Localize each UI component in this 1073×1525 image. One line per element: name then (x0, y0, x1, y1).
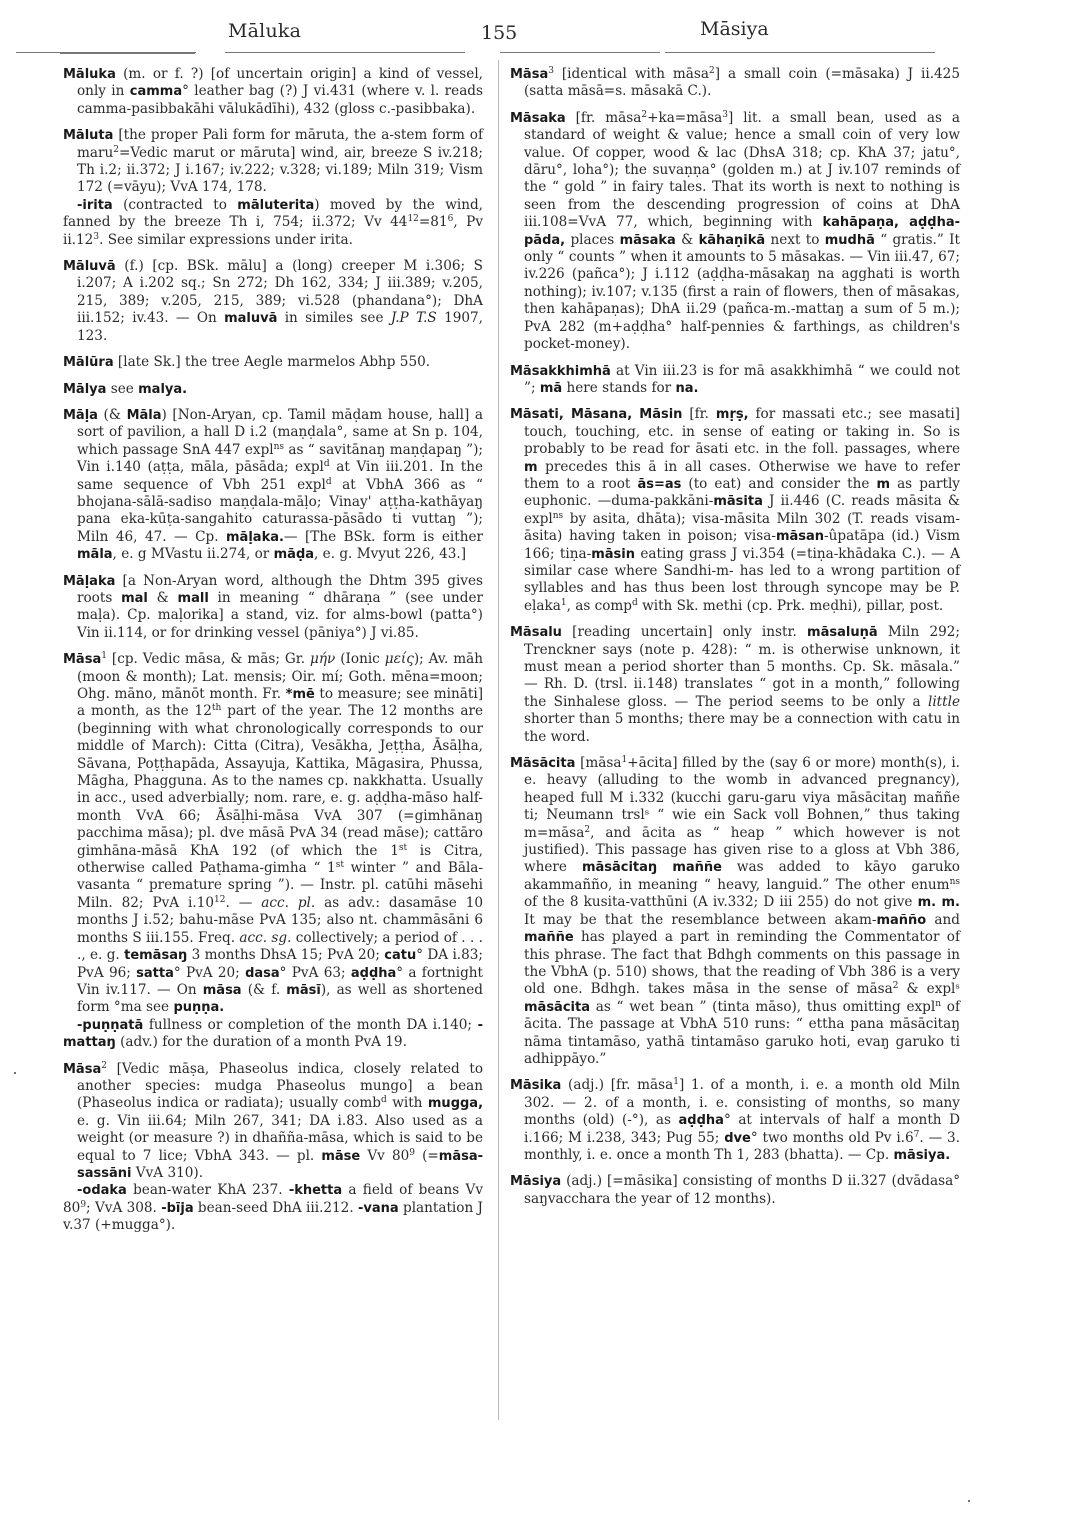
bold-term: mṛṣ, (715, 407, 749, 423)
entry-text: =Vedic marut or māruta] wind, air, breeze S iv.218; Th i.2; ii.372; J i.167; iv.222; v.328; vi.189; Miln 319; Vism 172 (=vāyu); VvA 174, 178. (77, 144, 483, 196)
superscript: st (335, 860, 344, 871)
superscript: 2 (584, 824, 591, 835)
superscript: th (211, 703, 222, 714)
bold-term: -puṇṇatā (77, 1017, 144, 1033)
superscript: ns (552, 510, 564, 521)
entry-text: ° two months old Pv i.6 (750, 1129, 914, 1146)
entry-text: [late Sk.] the tree Aegle marmelos Abhp 550. (113, 354, 431, 371)
bold-term: aḍḍha (350, 965, 397, 981)
entry-text: “ gratis.” It only “ counts ” when it amounts to 5 māsakas. — Vin iii.47, 67; iv.226 (pañca°); J i.112 (aḍḍha-māsakaŋ na agghati is worth nothing); iv.107; v.135 (first a rain of flowers, then of māsakas, then kahāpaṇas); DhA ii.29 (pañca-m.-mattaŋ a sum of 5 m.); PvA 282 (m+aḍḍha° half-pennies & farthings, as children's pocket-money). (524, 231, 960, 353)
entry-text: at Vin iii.23 is for mā asakkhimhā “ we could not ”; (524, 362, 960, 396)
bold-term: mall (177, 590, 209, 606)
running-head-right: Māsiya (700, 18, 769, 40)
entry-text: -ûpatāpa (id.) Vism 166; tiṇa- (524, 528, 960, 562)
entry-text: 1907, 123. (77, 310, 483, 344)
entry-text: here stands for (562, 379, 676, 396)
entry-text: 3 months DhsA 15; PvA 20; (187, 947, 385, 964)
italic-term: acc. sg. (239, 929, 292, 946)
entry-definition (510, 66, 960, 101)
entry-text: Miln 292; Trenckner says (note p. 428): “ m. is otherwise unknown, it must mean a period shorter than 5 months. Cp. Sk. māsala.” — Rh. D. (trsl. ii.148) translates “ got in a month,” following the Sinhalese gloss. — The period seems to be only a (524, 624, 960, 710)
entry-text: Vv 80 (360, 1147, 410, 1164)
entry-text: [cp. Vedic māsa, & mās; Gr. (106, 651, 311, 668)
entry-text: to measure; see mināti] a month, as the 12 (77, 686, 483, 720)
entry-definition (63, 572, 483, 643)
bold-term: māḍa (273, 547, 315, 563)
column-divider (498, 60, 499, 1420)
superscript: d (381, 1095, 387, 1106)
header-rule-left-3 (225, 52, 465, 53)
entry-text: [reading uncertain] only instr. (561, 624, 808, 641)
entry-text: has played a part in reminding the Commentator of this phrase. The fact that Bdhgh comments on this passage in the VbhA (p. 510) shows, that the reading of Vbh 386 is a very old one. Bdhgh. takes māsa in the sense of māsa (524, 929, 960, 998)
entry-definition (510, 1077, 961, 1164)
scan-speck (968, 1500, 970, 1502)
bold-term: malya. (138, 381, 188, 397)
bold-term: mal (121, 590, 148, 606)
entry-text: as “ wet bean ” (tinta māso), thus omitting expl (589, 998, 936, 1015)
bold-term: māla (77, 547, 113, 563)
entry-headword: Māsakkhimhā (510, 363, 611, 379)
bold-term: *mē (285, 687, 315, 702)
entry-text: ] 1. of a month, i. e. a month old Miln 302. — 2. of a month, i. e. consisting of months, so many months (old) (-°), as (524, 1077, 960, 1129)
entry-text: It may be that the resemblance between akam- (524, 911, 877, 928)
entry-definition (510, 406, 960, 615)
entry-headword: Māsaka (510, 110, 566, 126)
header-rule-center (500, 52, 660, 53)
entry-text: ° leather bag (?) J vi.431 (where v. l. reads camma-pasibbakāhi vālukādīhi), 432 (gloss c.-pasibbaka). (77, 83, 483, 117)
bold-term: kāhaṇikā (698, 232, 766, 248)
entry-text: with (386, 1095, 428, 1112)
superscript: 9 (409, 1147, 415, 1158)
bold-term: dasa (245, 965, 280, 981)
superscript: 2 (641, 109, 648, 120)
dictionary-entry-mala (63, 407, 483, 564)
page-header (0, 18, 1073, 48)
entry-text: — [The BSk. form is either (283, 528, 484, 545)
dictionary-entry-masati (510, 406, 960, 615)
superscript: ns (273, 441, 285, 452)
entry-text: collectively; a period of . . . ., e. g. (77, 929, 483, 964)
bold-term: -bīja (161, 1200, 194, 1216)
bold-term: māsācitaŋ maññe (581, 860, 722, 876)
entry-definition (63, 651, 484, 1017)
bold-term: m (524, 459, 538, 475)
entry-subentry (63, 197, 483, 249)
dictionary-entry-masiya (510, 1173, 960, 1208)
entry-text: see (106, 380, 139, 397)
entry-text: (Ionic (335, 651, 385, 668)
bold-term: catu (384, 948, 417, 964)
dictionary-entry-malaka (63, 573, 483, 643)
entry-text: e. g. Vin iii.64; Miln 267, 341; DA i.83. Also used as a weight (or measure ?) in dhañña-māsa, which is said to be equal to 7 lice; VbhA 343. — pl. (77, 1112, 483, 1164)
superscript: 6 (447, 214, 454, 225)
entry-text: winter ” and Bāla-vasanta “ premature spring ”). — Instr. pl. catūhi māsehi Miln. 82; PvA i.10 (77, 860, 483, 911)
entry-text: with Sk. methi (cp. Prk. meḍhi), pillar, post. (637, 597, 944, 614)
entry-text: . — 3. monthly, i. e. once a month Th 1, 283 (bhatta). — Cp. (524, 1129, 961, 1163)
entry-text: (& (97, 406, 127, 423)
dictionary-entry-malura (63, 354, 483, 371)
entry-definition (63, 354, 483, 371)
dictionary-entry-malya (63, 381, 483, 398)
entry-text: (f.) [cp. BSk. mālu] a (long) creeper M i.306; S i.207; A i.202 sq.; Sn 272; Dh 162, 334; J iii.389; v.205, 215, 389; v.205, 215, 389; vi.528 (phandana°); DhA iii.152; iv.43. — On (77, 258, 483, 327)
entry-text: and (926, 911, 960, 928)
bold-term: ās=as (637, 476, 682, 492)
entry-text: fullness or completion of the month DA i.140; (143, 1016, 478, 1033)
entry-text: ° PvA 63; (279, 964, 351, 981)
entry-text: [māsa (575, 755, 622, 772)
entry-headword: Māḷa (63, 407, 98, 423)
entry-text: [a Non-Aryan word, although the Dhtm 395 gives roots (77, 572, 483, 606)
entry-text: in similes see (277, 310, 391, 327)
entry-headword: Māsiya (510, 1174, 562, 1190)
bold-term: satta (136, 965, 174, 981)
superscript: 3 (722, 109, 729, 120)
dictionary-entry-masacita (510, 755, 960, 1068)
entry-text: at VbhA 366 as “ bhojana-sālā-sadiso maṇḍala-māḷo; Vinay' aṭṭha-kathāyaŋ pana eka-kūṭa-sangahito caturassa-pāsādo ti vuttaŋ ”); Miln 46, 47. — Cp. (77, 476, 483, 545)
superscript: 7 (913, 1129, 920, 1140)
bold-term: māsaka (619, 232, 676, 248)
dictionary-entry-masika (510, 1077, 960, 1164)
entry-text: , e. g. Mvyut 226, 43.] (314, 546, 467, 563)
header-rule-left-2 (60, 53, 195, 54)
bold-term: na. (675, 380, 699, 396)
entry-text: . — (225, 894, 262, 911)
superscript: 2 (101, 1060, 107, 1071)
entry-text: [fr. māsa (565, 109, 642, 126)
entry-text: , as comp (566, 597, 633, 614)
entry-text: at Vin iii.201. In the same sequence of Vbh 251 expl (77, 459, 484, 493)
bold-term: mugga, (427, 1096, 484, 1112)
bold-term: Māla (126, 407, 162, 423)
bold-term: māluterita (237, 197, 315, 213)
entry-text: (adj.) [fr. māsa (561, 1077, 674, 1094)
entry-text: (= (414, 1147, 439, 1164)
entry-text: of ācita. The passage at VbhA 510 runs: “ ettha pana māsācitaŋ nāma tintamāso, yathā tintamāso garuko hoti, evaŋ garuko ti adhippāyo.” (524, 998, 960, 1067)
entry-definition (510, 624, 960, 746)
entry-text: ) moved by the wind, fanned by the breeze Th i, 754; ii.372; Vv 44 (63, 196, 483, 231)
italic-term: μήν (310, 651, 336, 668)
entry-headword: Māsalu (510, 625, 562, 641)
entry-text: J ii.446 (C. reads māsita & expl (524, 493, 960, 527)
entry-headword: Māsa (510, 67, 549, 82)
entry-headword: Māsati, Māsana, Māsin (510, 407, 683, 423)
superscript: 1 (560, 597, 567, 608)
entry-text: as partly euphonic. —duma-pakkāni- (524, 475, 960, 510)
entry-text: by asita, dhāta); visa-māsita Miln 302 (T. reads visam-āsita) having taken in poison; visa- (524, 510, 960, 545)
entry-text: ] a small coin (=māsaka) J ii.425 (satta māsā=s. māsakā C.). (524, 66, 960, 100)
bold-term: māsa-sassāni (77, 1148, 484, 1181)
entry-headword: Mālūra (63, 355, 114, 371)
bold-term: mudhā (824, 232, 875, 248)
entry-text: [identical with māsa (553, 66, 709, 82)
bold-term: mā (539, 380, 563, 396)
superscript: 2 (709, 66, 715, 76)
superscript: 9 (80, 1199, 87, 1210)
entry-text: ] lit. a small bean, used as a standard of weight & value; hence a small coin of very low value. Of copper, wood & lac (DhsA 318; cp. KhA 37; jatu°, dāru°, loha°); the suvaṇṇa° (golden m.) at J iv.107 reminds of the “ gold ” in fairy tales. That its worth is next to nothing is seen from the descending progression of coins at DhA iii.108=VvA 77, which, beginning with (524, 109, 960, 231)
entry-text: ° DA i.83; PvA 96; (77, 947, 483, 981)
entry-headword: Māsa (63, 1061, 102, 1077)
italic-term: little (927, 693, 960, 710)
entry-text: (to eat) and consider the (681, 475, 877, 492)
entry-text: ) [Non-Aryan, cp. Tamil māḍam house, hall] a sort of pavilion, a hall D i.2 (maṇḍala°, same at Sn p. 104, which passage SnA 447 expl (77, 406, 484, 458)
entry-text: [Vedic māṣa, Phaseolus indica, closely related to another species: mudga Phaseolus mungo] a bean (Phaseolus indica or radiata); usually comb (77, 1060, 483, 1112)
dictionary-entry-masa1 (63, 651, 483, 1051)
header-rule-right (665, 52, 935, 53)
entry-text: (adj.) [=māsika] consisting of months D ii.327 (dvādasa° saŋvacchara the year of 12 months). (524, 1173, 960, 1207)
dictionary-entry-masalu (510, 624, 960, 746)
superscript: n (935, 998, 942, 1009)
italic-term: acc. pl. (261, 894, 316, 911)
dictionary-entry-maluta (63, 127, 483, 249)
entry-text: of the 8 kusita-vatthūni (A iv.332; D iii 255) do not give (524, 894, 918, 911)
bold-term: aḍḍha (678, 1113, 724, 1129)
bold-term: maññe (524, 930, 574, 946)
bold-term: māsita (713, 494, 763, 510)
bold-term: m (876, 476, 891, 492)
bold-term: māḷaka. (226, 529, 284, 545)
dictionary-entry-masaka (510, 110, 960, 354)
dictionary-entry-maluka (63, 66, 483, 118)
entry-text: ; VvA 308. (86, 1199, 162, 1216)
bold-term: māsiya. (893, 1147, 951, 1163)
entry-text: +ācita] filled by the (say 6 or more) month(s), i. e. heavy (alluding to the womb in advanced pregnancy), heaped full M i.332 (kucchi garu-garu viya māsācitaŋ maññe ti; Neumann trslˢ “ wie ein Sack voll Bohnen,” thus taking m=māsa (524, 755, 960, 841)
bold-term: puṇṇa. (173, 1000, 225, 1016)
entry-text: (contracted to (112, 196, 238, 213)
dictionary-entry-masa2 (63, 1061, 483, 1235)
entry-text: +ka=māsa (647, 109, 723, 126)
dictionary-entry-maluva (63, 258, 483, 345)
entry-headword: Māluvā (63, 259, 116, 275)
entry-headword: Māsika (510, 1078, 562, 1094)
bold-term: m. m. (917, 895, 960, 911)
entry-text: as adv.: dasamāse 10 months J i.52; bahu-māse PvA 135; also nt. chammāsāni 6 months S iii.155. Freq. (77, 894, 484, 946)
entry-text: bean-water KhA 237. (126, 1182, 289, 1199)
superscript: st (398, 842, 408, 853)
entry-definition (63, 66, 483, 118)
bold-term: -mattaŋ (63, 1017, 483, 1051)
scan-speck (14, 1072, 16, 1074)
entry-text: eating grass J vi.354 (=tiṇa-khādaka C.). — A similar case where Sandhi-m- has led to a wrong partition of syllables and has thus been lost through syncope may be P. eḷaka (524, 545, 960, 614)
bold-term: māsī (286, 982, 321, 998)
bold-term: -vana (357, 1200, 399, 1216)
entry-definition (510, 1173, 960, 1208)
entry-headword: Māḷaka (63, 573, 116, 589)
entry-text: (& f. (241, 981, 287, 998)
bold-term: camma (129, 84, 183, 100)
entry-text: a field of beans Vv 80 (63, 1182, 483, 1216)
superscript: 1 (673, 1077, 679, 1088)
bold-term: kahāpaṇa, aḍḍha-pāda, (524, 215, 960, 248)
superscript: 3 (548, 66, 554, 76)
entry-text: (m. or f. ?) [of uncertain origin] a kind of vessel, only in (77, 66, 483, 100)
entry-definition (510, 362, 960, 398)
entry-text: plantation J v.37 (+mugga°). (63, 1199, 483, 1234)
entry-text: & (675, 231, 699, 248)
entry-text: ); Av. māh (moon & month); Lat. mensis; Oir. mí; Goth. mēna=moon; Ohg. māno, mānōt month. Fr. (77, 651, 484, 702)
superscript: d (632, 597, 638, 608)
entry-text: is Citra, otherwise called Paṭhama-gimha “ 1 (77, 842, 483, 877)
entry-headword: Māluka (63, 67, 116, 82)
entry-text: in meaning “ dhāraṇa ” (see under maḷa). Cp. maḷorika] a stand, viz. for alms-bowl (patta°) Vin ii.114, or for drinking vessel (pāniya°) J vi.85. (77, 589, 483, 641)
superscript: 1 (101, 651, 107, 662)
superscript: 12 (407, 214, 419, 225)
superscript: 3 (93, 231, 100, 242)
right-column (510, 66, 960, 1217)
entry-text: & (147, 589, 178, 606)
entry-definition (63, 380, 483, 398)
entry-headword: Māsācita (510, 756, 576, 772)
bold-term: māse (321, 1148, 361, 1164)
entry-text: , and ācita as “ heap ” which however is not justified). This passage has given rise to a gloss at Vbh 386, where (524, 824, 960, 876)
entry-text: places (565, 231, 620, 248)
entry-definition (63, 1060, 484, 1183)
entry-text: , e. g MVastu ii.274, or (112, 546, 274, 563)
bold-term: -khetta (288, 1183, 343, 1199)
entry-text: (adv.) for the duration of a month PvA 19. (115, 1034, 407, 1051)
bold-term: māsa (202, 982, 242, 998)
entry-definition (63, 406, 484, 564)
superscript: 2 (892, 981, 899, 992)
entry-text: [the proper Pali form for māruta, the a-stem form of maru (77, 127, 483, 161)
entry-subentry (63, 1182, 483, 1234)
entry-text: , Pv ii.12 (63, 214, 483, 248)
superscript: d (325, 476, 332, 487)
running-head-left: Māluka (228, 20, 302, 42)
dictionary-entry-masakkhimha (510, 363, 960, 398)
entry-text: was added to kāyo garuko akammañño, in meaning “ heavy, languid.” The other enum (524, 859, 960, 893)
entry-text: [fr. (682, 406, 716, 423)
italic-term: μείς (384, 651, 414, 668)
entry-text: ° at intervals of half a month D i.166; M i.238, 343; Pug 55; (524, 1112, 960, 1146)
bold-term: -irita (77, 197, 113, 213)
superscript: d (323, 459, 330, 470)
superscript: 2 (113, 144, 119, 155)
entry-text: ° PvA 20; (173, 964, 246, 981)
entry-text: VvA 310). (131, 1164, 204, 1181)
entry-definition (63, 127, 483, 197)
bold-term: māsin (591, 546, 635, 562)
superscript: ns (949, 876, 960, 887)
entry-text: =81 (418, 214, 448, 231)
bold-term: -odaka (77, 1183, 127, 1199)
entry-text: part of the year. The 12 months are (beginning with what chronologically corresponds to our middle of March): Citta (Citra), Vesākha, Jeṭṭha, Āsāḷha, Sāvana, Poṭṭhapāda, Assayuja, Kattika, Māgasira, Phussa, Māgha, Phagguna. As to the names cp. nakkhatta. Usually in acc., used adverbially; nom. rare, e. g. aḍḍha-māso half-month VvA 66; Āsāḷhi-māsa VvA 307 (=gimhānaŋ pacchima māsa); pl. dve māsā PvA 34 (read māse); cattāro gimhāna-māsā KhA 192 (of which the 1 (77, 703, 483, 859)
bold-term: temāsaŋ (124, 948, 188, 964)
entry-text: bean-seed DhA iii.212. (193, 1199, 358, 1216)
entry-text: ° a fortnight Vin iv.117. — On (77, 964, 483, 998)
entry-headword: Māluta (63, 128, 114, 144)
italic-term: J.P T.S (390, 310, 437, 327)
bold-term: maluvā (224, 311, 278, 327)
bold-term: māsācita (524, 999, 590, 1015)
entry-headword: Māsa (63, 652, 102, 668)
entry-definition (510, 755, 960, 1068)
entry-text: next to (765, 231, 825, 248)
left-column (63, 66, 483, 1244)
bold-term: mañño (876, 912, 927, 928)
entry-text: & explˢ (898, 981, 960, 998)
entry-headword: Mālya (63, 381, 107, 397)
dictionary-entry-masa3 (510, 66, 960, 101)
entry-text: . See similar expressions under irita. (99, 231, 353, 248)
bold-term: māsan (775, 529, 825, 545)
entry-text: ), as well as shortened form °ma see (77, 981, 483, 1016)
superscript: 12 (214, 894, 226, 905)
entry-text: precedes this ā in all cases. Otherwise we have to refer them to a root (524, 458, 960, 492)
entry-text: for massati etc.; see masati] touch, touching, etc. in sense of eating or taking in. So is probably to be read for āsati etc. in the foll. passages, where (524, 406, 960, 458)
superscript: 1 (621, 755, 628, 766)
bold-term: māsaluṇā (807, 625, 878, 641)
entry-definition (510, 109, 960, 354)
page-number: 155 (481, 22, 518, 44)
entry-text: as “ savitānaŋ maṇḍapaŋ ”); Vin i.140 (aṭṭa, māla, pāsāda; expl (77, 441, 483, 476)
bold-term: dve (724, 1130, 751, 1146)
entry-definition (63, 258, 483, 345)
entry-subentry (63, 1017, 483, 1052)
entry-text: shorter than 5 months; there may be a connection with catu in the word. (524, 711, 960, 745)
